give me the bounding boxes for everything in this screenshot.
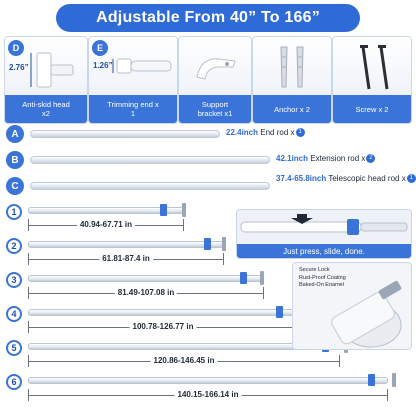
lock-clip-icon [240, 272, 247, 284]
config-rod [28, 377, 388, 384]
part-support-bracket [178, 36, 252, 124]
rod-end [4, 122, 412, 146]
part-caption: Trimming end x 1 [89, 95, 177, 123]
anchor-icon [253, 37, 332, 97]
config-number: 1 [6, 204, 22, 220]
dimension-line [28, 355, 340, 367]
part-anti-skid-head [4, 36, 88, 124]
rod-telescopic-head [4, 174, 412, 198]
config-row [4, 370, 412, 404]
dimension-line [28, 253, 224, 265]
config-number: 6 [6, 374, 22, 390]
lock-clip-icon [160, 204, 167, 216]
config-number: 4 [6, 306, 22, 322]
lock-clip-icon [204, 238, 211, 250]
rod-description: 22.4inch End rod x 1 [226, 128, 305, 137]
support-bracket-icon [179, 37, 252, 97]
telescopic-rod-bar [30, 182, 270, 190]
length-range: 61.81-87.4 in [99, 253, 153, 265]
lock-detail-inset [292, 262, 412, 350]
end-cap-icon [260, 271, 264, 285]
page-title: Adjustable From 40” To 166” [96, 9, 320, 26]
extension-rod-bar [30, 156, 270, 164]
title-banner [56, 4, 360, 32]
dimension-label: 1.26” [93, 61, 113, 70]
press-slide-inset [236, 209, 412, 259]
length-range: 81.49-107.08 in [115, 287, 177, 299]
dimension-line [28, 321, 298, 333]
end-cap-icon [182, 203, 186, 217]
part-caption: Anti-skid head x2 [5, 95, 87, 123]
rod-description: 37.4-65.8inch Telescopic head rod x 1 [276, 174, 416, 184]
part-letter: E [92, 40, 108, 56]
rod-letter: A [6, 125, 24, 143]
telescopic-mechanism-illustration [237, 210, 412, 246]
config-number: 3 [6, 272, 22, 288]
rod-letter: C [6, 177, 24, 195]
rod-description: 42.1inch Extension rod x 2 [276, 154, 375, 163]
dimension-line [28, 287, 264, 299]
length-range: 120.86-146.45 in [151, 355, 218, 367]
dimension-line [28, 389, 388, 401]
length-range: 40.94-67.71 in [77, 219, 135, 231]
part-letter: D [8, 40, 24, 56]
dimension-line [28, 219, 184, 231]
quantity-badge: 2 [366, 154, 375, 163]
config-rod [28, 309, 298, 316]
config-number: 2 [6, 238, 22, 254]
end-cap-icon [392, 373, 396, 387]
part-caption: Anchor x 2 [253, 95, 331, 123]
config-number: 5 [6, 340, 22, 356]
lock-features: Secure Lock Rust-Proof Coating Baked-On Enamel [299, 267, 346, 288]
end-cap-icon [222, 237, 226, 251]
lock-clip-icon [368, 374, 375, 386]
length-range: 100.78-126.77 in [130, 321, 197, 333]
part-screw [332, 36, 412, 124]
parts-row [4, 36, 412, 124]
quantity-badge: 1 [296, 128, 305, 137]
rod-extension [4, 148, 412, 172]
config-rod [28, 241, 224, 248]
dimension-label: 2.76” [9, 63, 29, 72]
quantity-badge: 1 [407, 174, 416, 183]
press-slide-caption: Just press, slide, done. [237, 244, 411, 258]
config-rod [28, 275, 264, 282]
screw-icon [333, 37, 412, 97]
rods-section [4, 122, 412, 198]
end-rod-bar [30, 130, 220, 138]
part-anchor [252, 36, 332, 124]
lock-clip-icon [276, 306, 283, 318]
part-caption: Support bracket x1 [179, 95, 251, 123]
rod-letter: B [6, 151, 24, 169]
part-caption: Screw x 2 [333, 95, 411, 123]
part-trimming-end [88, 36, 178, 124]
length-range: 140.15-166.14 in [175, 389, 242, 401]
